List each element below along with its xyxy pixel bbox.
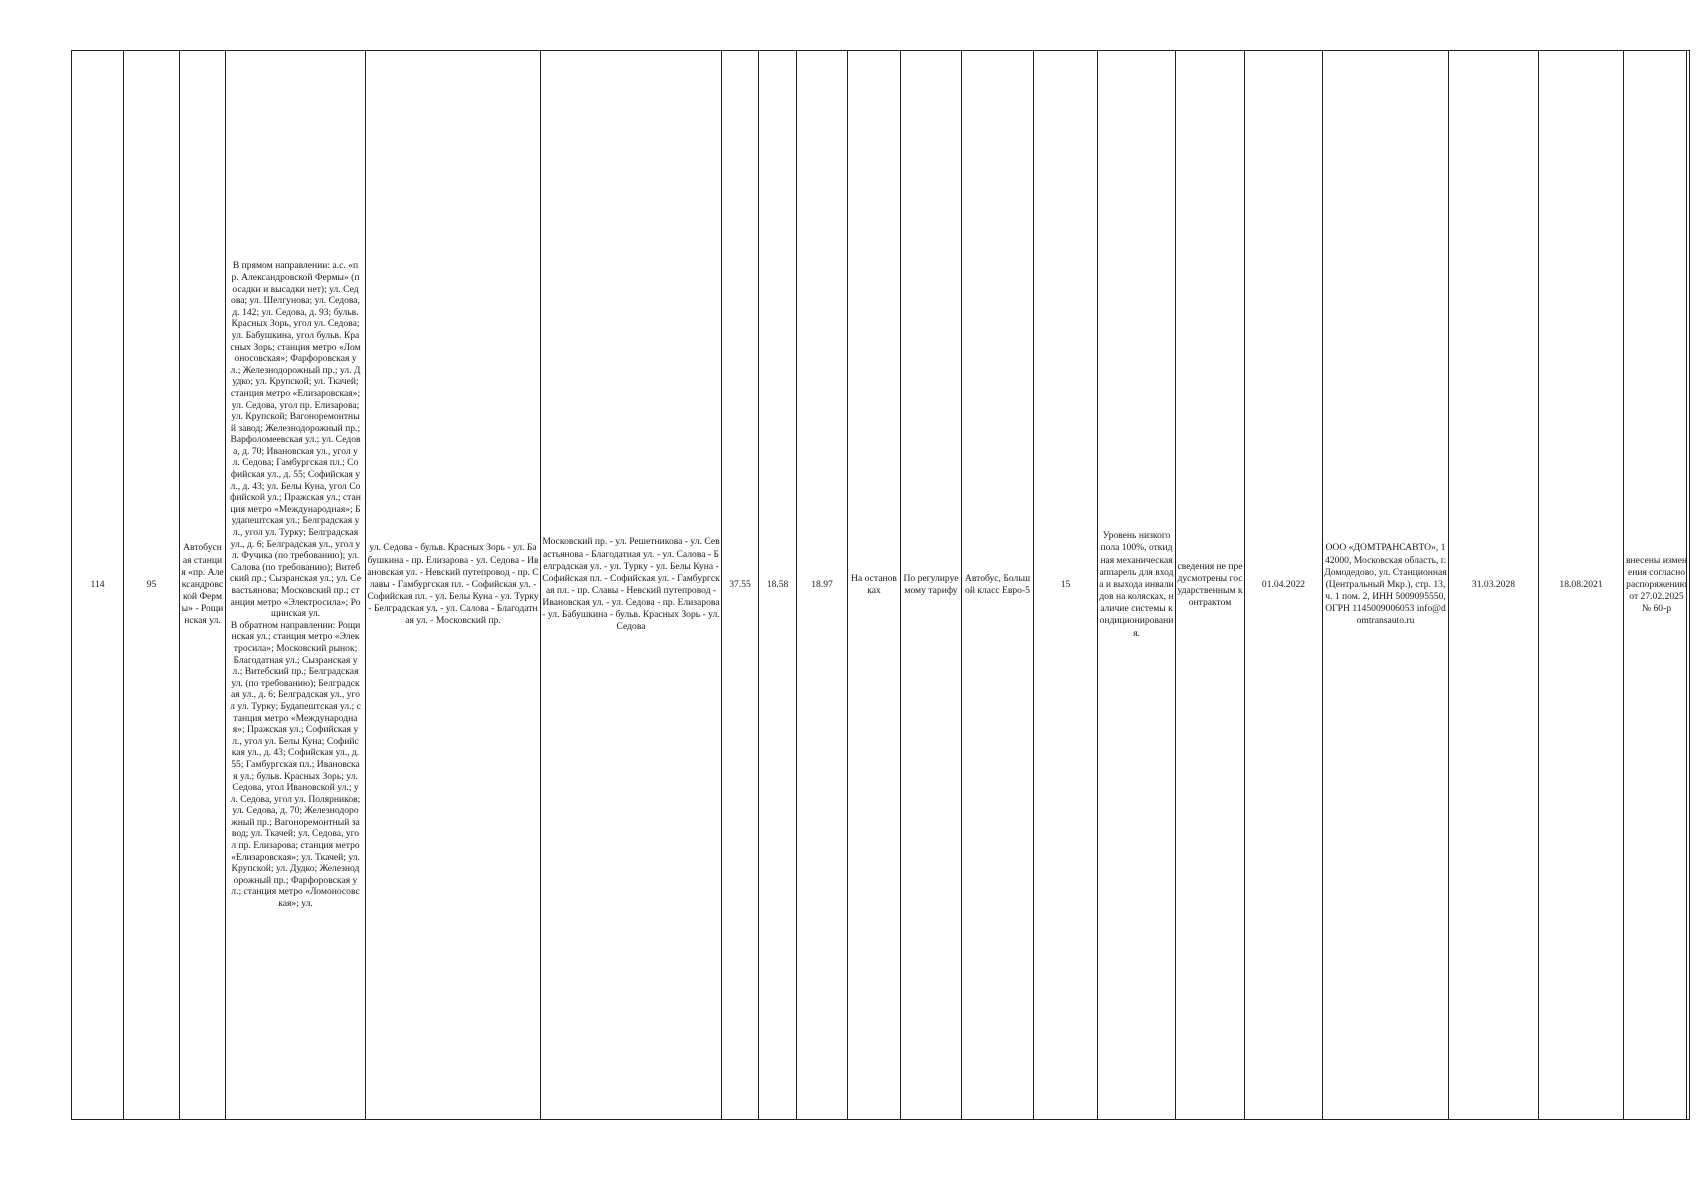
table-right-edge <box>1686 50 1687 1120</box>
carrier-cell: ООО «ДОМТРАНСАВТО», 142000, Московская область, г. Домодедово, ул. Станционная (Центральный Мкр.), стр. 13, ч. 1 пом. 2, ИНН 5009095550, ОГРН 1145009006053 info@domtransauto.ru <box>1323 51 1449 1120</box>
length-backward-cell: 18.58 <box>759 51 797 1120</box>
stops-cell <box>226 51 366 1120</box>
route-registry-table <box>71 50 1690 1120</box>
route-number-cell: 95 <box>124 51 180 1120</box>
stop-order-cell: На остановках <box>848 51 901 1120</box>
length-total-cell: 18.97 <box>797 51 848 1120</box>
contract-cell: сведения не предусмотрены государственным контрактом <box>1176 51 1245 1120</box>
reg-number-cell: 114 <box>72 51 124 1120</box>
vehicle-cell: Автобус, Большой класс Евро-5 <box>962 51 1034 1120</box>
vehicle-count-cell: 15 <box>1034 51 1098 1120</box>
start-date-cell: 01.04.2022 <box>1245 51 1323 1120</box>
features-cell: Уровень низкого пола 100%, откидная механическая аппарель для входа и выхода инвалидов на колясках, наличие системы кондиционирования. <box>1098 51 1176 1120</box>
length-forward-cell: 37.55 <box>722 51 759 1120</box>
route-name-cell: Автобусная станция «пр. Александровской Фермы» - Рощинская ул. <box>180 51 226 1120</box>
change-date-cell: 18.08.2021 <box>1539 51 1624 1120</box>
streets-forward-cell: ул. Седова - бульв. Красных Зорь - ул. Бабушкина - пр. Елизарова - ул. Седова - Ивановская ул. - Невский путепровод - пр. Славы - Гамбургская пл. - Софийская ул. - Софийская пл. - ул. Белы Куна - ул. Турку - Белградская ул. - ул. Салова - Благодатная ул. - Московский пр. <box>366 51 541 1120</box>
notes-cell: внесены изменения согласно распоряжению от 27.02.2025 № 60-р <box>1624 51 1690 1120</box>
fare-type-cell: По регулируемому тарифу <box>901 51 962 1120</box>
stops-text: В прямом направлении: а.с. «пр. Александровской Фермы» (посадки и высадки нет); ул. Седова; ул. Шелгунова; ул. Седова, д. 142; ул. Седова, д. 93; бульв. Красных Зорь, угол ул. Седова; ул. Бабушкина, угол бульв. Красных Зорь; станция метро «Ломоносовская»; Фарфоровская ул.; Железнодорожный пр.; ул. Дудко; ул. Крупской; ул. Ткачей; станция метро «Елизаровская»; ул. Седова, угол пр. Елизарова; ул. Крупской; Вагоноремонтный завод; Железнодорожный пр.; Варфоломеевская ул.; ул. Седова, д. 70; Ивановская ул., угол ул. Седова; Гамбургская пл.; Софийская ул., д. 55; Софийская ул., д. 43; ул. Белы Куна, угол Софийской ул.; Пражская ул.; станция метро «Международная»; Будапештская ул.; Белградская ул., угол ул. Турку; Белградская ул., д. 6; Белградская ул., угол ул. Фучика (по требованию); ул. Салова (по требованию); Витебский пр.; Сызранская ул.; ул. Севастьянова; Московский пр.; станция метро «Электросила»; Рощинская ул. В обратном направлении: Рощинская ул.; станция метро «Электросила»; Московский рынок; Благодатная ул.; Сызранская ул.; Витебский пр.; Белградская ул. (по требованию); Белградская ул., д. 6; Белградская ул., угол ул. Турку; Будапештская ул.; станция метро «Международная»; Пражская ул.; Софийская ул., угол ул. Белы Куна; Софийская ул., д. 43; Софийская ул., д. 55; Гамбургская пл.; Ивановская ул.; бульв. Красных Зорь; ул. Седова, угол Ивановской ул.; ул. Седова, угол ул. Полярников; ул. Седова, д. 70; Железнодорожный пр.; Вагоноремонтный завод; ул. Ткачей; ул. Седова, угол пр. Елизарова; станция метро «Елизаровская»; ул. Ткачей; ул. Крупской; ул. Дудко; Железнодорожный пр.; Фарфоровская ул.; станция метро «Ломоносовская»; ул. <box>230 260 362 910</box>
streets-backward-cell: Московский пр. - ул. Решетникова - ул. Севастьянова - Благодатная ул. - ул. Салова - Белградская ул. - ул. Турку - ул. Белы Куна - Софийская пл. - Софийская ул. - Гамбургская пл. - пр. Славы - Невский путепровод - Ивановская ул. - ул. Седова - пр. Елизарова - ул. Бабушкина - бульв. Красных Зорь - ул. Седова <box>541 51 722 1120</box>
table-row <box>72 51 1690 1120</box>
end-date-cell: 31.03.2028 <box>1449 51 1539 1120</box>
